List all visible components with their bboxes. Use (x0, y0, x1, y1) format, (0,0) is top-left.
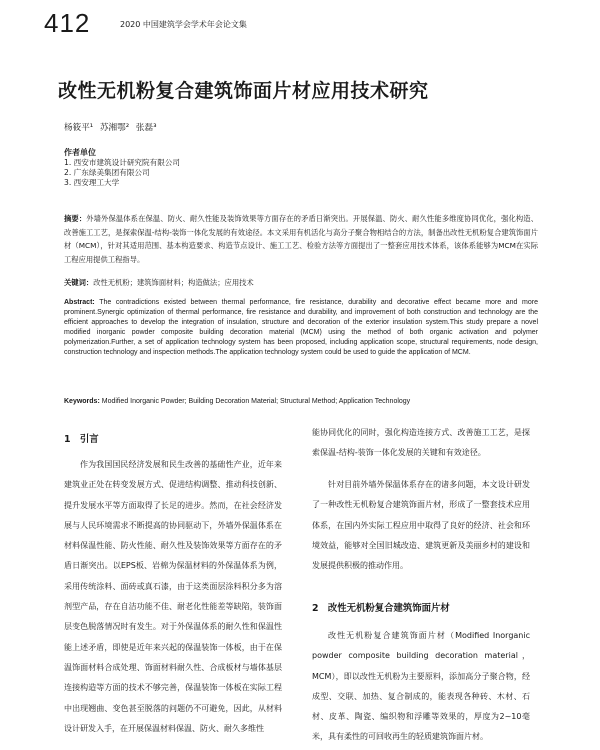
section-1-heading: 1 引言 (64, 434, 99, 445)
affiliation-heading: 作者单位 (64, 148, 96, 157)
page-title: 改性无机粉复合建筑饰面片材应用技术研究 (58, 80, 429, 102)
keywords-english (64, 398, 410, 405)
running-header: 2020 中国建筑学会学术年会论文集 (120, 20, 247, 29)
section-1-paragraph: 作为我国国民经济发展和民生改善的基础性产业，近年来建筑业正处在转变发展方式、促进结构调整、推动科技创新、提升发展水平等方面取得了长足的进步。然而，在社会经济发展与人民环境需求不断提高的协同驱动下，外墙外保温体系在材料保温性能、防火性能、耐久性及装饰效果等方面存在的矛盾日渐突出。以EPS板、岩棉为保温材料的外保温体系为例，采用传统涂料、面砖或真石漆，由于这类面层涂料积分多为溶剂型产品，存在自洁功能不佳、耐老化性能差等缺陷，装饰面层变色脱落情况时有发生。对于外保温体系的耐久性和保温性能上述矛盾，即使是近年来兴起的保温装饰一体板，由于在保温饰面材料合成处理、饰面材料耐久性、合成板材与墙体基层连接构造等方面的技术不够完善，保温装饰一体板在实际工程中出现翘曲、变色甚至脱落的问题仍不可避免，因此，从材料设计研发入手，在开展保温材料保温、防火、耐久多维性 (64, 460, 282, 733)
affiliation-block (64, 148, 180, 188)
author-line: 杨筱平¹ 苏湘鄂² 张磊³ (64, 123, 157, 133)
keywords-cn-label: 关键词： (64, 278, 94, 287)
keywords-en-text: Modified Inorganic Powder; Building Decoration Material; Structural Method; Application Technology (101, 398, 411, 405)
abstract-chinese (64, 212, 538, 266)
affiliation-item: 2. 广东绿美集团有限公司 (64, 168, 150, 177)
affiliation-item: 1. 西安市建筑设计研究院有限公司 (64, 158, 180, 167)
keywords-cn-text: 改性无机粉；建筑饰面材料；构造做法；应用技术 (93, 278, 254, 287)
abstract-english (64, 298, 538, 358)
abstract-en-text: The contradictions existed between thermal performance, fire resistance, durability and decorative effect became more and more prominent.Synergic optimization of thermal performance, fire resistance and durability, and improvement of both construction and technology are the efficient approaches to develop the integration of insulation, structure and decoration of the exterior insulation system.This study prepare a novel modified inorganic powder composite building decoration material (MCM) using the method of both organic activation and polymer polymerization.Further, a set of application technology system has been proposed, including application scope, structural requirements, node design, construction technology and inspection methods.The application technology system could be used to guide the application of MCM. (64, 299, 538, 356)
keywords-en-label: Keywords: (64, 398, 100, 405)
affiliation-item: 3. 西安理工大学 (64, 178, 120, 187)
section-2-heading: 2 改性无机粉复合建筑饰面片材 (312, 603, 450, 614)
page-number: 412 (44, 8, 91, 38)
keywords-chinese (64, 278, 254, 288)
abstract-cn-text: 外墙外保温体系在保温、防火、耐久性能及装饰效果等方面存在的矛盾日渐突出。开展保温、防火、耐久性能多维度协同优化，强化构造、改善施工工艺，是探索保温-结构-装饰一体化发展的有效途径。本文采用有机活化与高分子聚合物相结合的方法，制备出改性无机粉复合建筑饰面片材（MCM），针对其适用范围、基本构造要求、构造节点设计、施工工艺、检验方法等方面提出了一整套应用技术体系，该体系能够为MCM在实际工程应用提供工程指导。 (64, 214, 539, 264)
abstract-cn-label: 摘要： (64, 214, 87, 223)
section-1-continuation: 能协同优化的同时，强化构造连接方式、改善施工工艺，是探索保温-结构-装饰一体化发展的关键和有效途径。 (312, 428, 530, 458)
section-2-paragraph: 改性无机粉复合建筑饰面片材（Modified Inorganic powder composite building decoration material，MCM），即以改性无机粉为主要原料，添加高分子聚合物，经成型、交联、加热、复合制成的，能表现各种砖、木材、石材、皮革、陶瓷、编织物和浮雕等效果的，厚度为2~10毫米，具有柔性的可回收再生的轻质建筑饰面片材。 (312, 631, 530, 742)
abstract-en-label: Abstract: (64, 299, 95, 306)
section-1-paragraph-2: 针对目前外墙外保温体系存在的诸多问题，本文设计研发了一种改性无机粉复合建筑饰面片材，形成了一整套技术应用体系，在国内外实际工程应用中取得了良好的经济、社会和环境效益，能够对全国旧城改造、建筑更新及美丽乡村的建设和发展提供积极的推动作用。 (312, 480, 530, 571)
